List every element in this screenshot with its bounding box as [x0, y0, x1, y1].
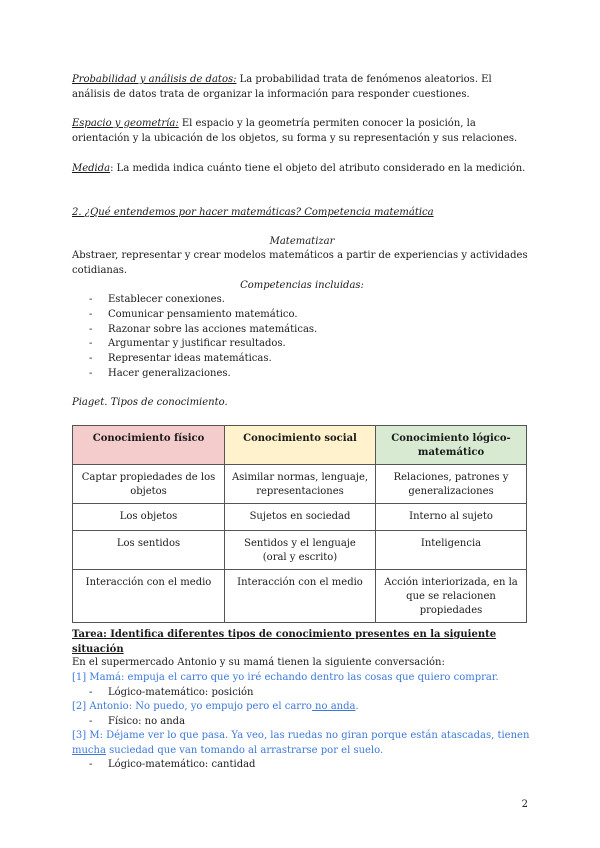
answer-item: - Lógico-matemático: posición	[72, 685, 532, 700]
table-cell: Relaciones, patrones y generalizaciones	[376, 465, 527, 504]
table-cell: Interacción con el medio	[225, 570, 376, 623]
table-cell: Sentidos y el lenguaje (oral y escrito)	[225, 531, 376, 570]
list-item: - Comunicar pensamiento matemático.	[72, 307, 532, 322]
answer-list-1	[72, 685, 532, 700]
table-cell: Los objetos	[73, 504, 225, 531]
dialogue-line-3	[72, 728, 532, 758]
answer-item: - Físico: no anda	[72, 714, 532, 729]
definition-text: La probabilidad trata de fenómenos aleatorios. El análisis de datos trata de organizar la información para responder cuestiones.	[72, 74, 492, 100]
dialogue-line-1: [1] Mamá: empuja el carro que yo iré echando dentro las cosas que quiero comprar.	[72, 672, 499, 683]
piaget-caption: Piaget. Tipos de conocimiento.	[72, 397, 228, 408]
table-row	[73, 570, 527, 623]
definition-medida	[72, 161, 532, 176]
definition-term: Espacio y geometría:	[72, 118, 179, 129]
table-cell: Interacción con el medio	[73, 570, 225, 623]
definition-term: Medida	[72, 163, 111, 174]
definition-term: Probabilidad y análisis de datos:	[72, 74, 237, 85]
table-cell: Acción interiorizada, en la que se relacionen propiedades	[376, 570, 527, 623]
definition-text: El espacio y la geometría permiten conocer la posición, la orientación y la ubicación de los objetos, su forma y su representación y sus relaciones.	[72, 118, 518, 144]
task-intro: En el supermercado Antonio y su mamá tienen la siguiente conversación:	[72, 657, 445, 668]
definition-espacio	[72, 116, 532, 146]
list-item: - Establecer conexiones.	[72, 292, 532, 307]
highlighted-phrase: no anda	[311, 701, 356, 712]
dialogue-line-2	[72, 699, 532, 714]
table-cell: Interno al sujeto	[376, 504, 527, 531]
header-social: Conocimiento social	[225, 426, 376, 465]
dialogue-text: [2] Antonio: No puedo, yo empujo pero el carro	[72, 701, 312, 712]
definition-text: : La medida indica cuánto tiene el objeto del atributo considerado en la medición.	[110, 163, 526, 174]
definition-probabilidad	[72, 72, 532, 102]
table-cell: Inteligencia	[376, 531, 527, 570]
task-title: Tarea: Identifica diferentes tipos de conocimiento presentes en la siguiente situación	[72, 629, 497, 655]
section-heading: 2. ¿Qué entendemos por hacer matemáticas? Competencia matemática	[72, 207, 434, 218]
highlighted-word: mucha	[72, 745, 106, 756]
subtitle-matematizar: Matematizar	[269, 236, 335, 247]
table-cell: Los sentidos	[73, 531, 225, 570]
dialogue-text: .	[355, 701, 359, 712]
answer-list-2	[72, 714, 532, 729]
table-row	[73, 531, 527, 570]
competencias-title: Competencias incluidas:	[240, 280, 364, 291]
answer-list-3	[72, 757, 532, 772]
table-cell: Sujetos en sociedad	[225, 504, 376, 531]
table-cell: Captar propiedades de los objetos	[73, 465, 225, 504]
list-item: - Representar ideas matemáticas.	[72, 351, 532, 366]
answer-item: - Lógico-matemático: cantidad	[72, 757, 532, 772]
matematizar-definition: Abstraer, representar y crear modelos matemáticos a partir de experiencias y actividades cotidianas.	[72, 250, 528, 276]
dialogue-text: suciedad que van tomando al arrastrarse por el suelo.	[105, 745, 384, 756]
list-item: - Razonar sobre las acciones matemáticas.	[72, 322, 532, 337]
page-number: 2	[521, 799, 528, 810]
knowledge-types-table	[72, 425, 527, 623]
table-row	[73, 465, 527, 504]
header-logico: Conocimiento lógico-matemático	[376, 426, 527, 465]
table-row	[73, 504, 527, 531]
list-item: - Argumentar y justificar resultados.	[72, 336, 532, 351]
header-fisico: Conocimiento físico	[73, 426, 225, 465]
competencias-list	[72, 292, 532, 381]
dialogue-text: [3] M: Déjame ver lo que pasa. Ya veo, las ruedas no giran porque están atascadas, tienen	[72, 730, 530, 741]
table-cell: Asimilar normas, lenguaje, representaciones	[225, 465, 376, 504]
list-item: - Hacer generalizaciones.	[72, 366, 532, 381]
table-header-row	[73, 426, 527, 465]
